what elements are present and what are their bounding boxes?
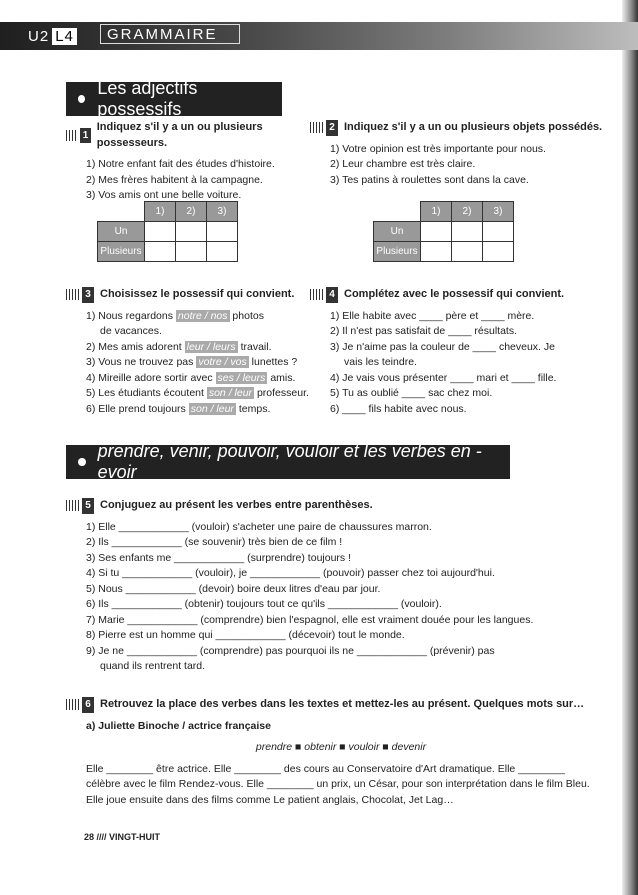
list-item: 6) Ils ____________ (obtenir) toujours tout ce qu'ils ____________ (vouloir). (86, 598, 442, 610)
exercise-1: 1 Indiquez s'il y a un ou plusieurs possesseurs. 1) Notre enfant fait des études d'histoire. 2) Mes frères habitent à la campagne. 3) Vos amis ont une belle voiture. (66, 120, 306, 204)
bars-icon (310, 122, 324, 133)
page-number: 28 //// VINGT-HUIT (84, 832, 161, 842)
choice-option[interactable]: ses / leurs (217, 371, 266, 384)
list-item: de vacances. (100, 325, 162, 337)
list-item: 2) Leur chambre est très claire. (330, 158, 476, 170)
exercise-6: 6 Retrouvez la place des verbes dans les textes et mettez-les au présent. Quelques mots sur… a) Juliette Binoche / actrice française prendre ■ obtenir ■ vouloir ■ devenir Elle ________ être actrice. Elle ________ des cours au Conservatoire d'Art dramatique. Elle ________ célèbre avec le film Rendez-vous. Elle ________ un prix, un César, pour son interprétation dans le film Bleu. Elle joue ensuite dans des films comme Le patient anglais, Chocolat, Jet Lag… (66, 697, 596, 808)
exercise-subtitle: a) Juliette Binoche / actrice française (86, 719, 271, 732)
list-item: 3) Je n'aime pas la couleur de ____ cheveux. Je (330, 340, 555, 353)
list-item: 7) Marie ____________ (comprendre) bien l'espagnol, elle est vraiment douée pour les langues. (86, 613, 534, 626)
choice-option[interactable]: son / leur (190, 402, 234, 415)
answer-grid-1: 1) 2) 3) Un Plusieurs (97, 201, 238, 262)
answer-grid-2: 1) 2) 3) Un Plusieurs (373, 201, 514, 262)
exercise-3: 3 Choisissez le possessif qui convient. 1) Nous regardons notre / nos photos de vacances. 2) Mes amis adorent leur / leurs travail. 3) Vous ne trouvez pas votre / vos lunettes ? 4) Mireille adore sortir avec ses / leurs amis. 5) Les étudiants écoutent son / leur professeur. 6) Elle prend toujours son / leur temps. (66, 287, 306, 417)
list-item: 5) Nous ____________ (devoir) boire deux litres d'eau par jour. (86, 582, 381, 595)
list-item: 6) Elle prend toujours son / leur temps. (86, 402, 271, 415)
list-item: 2) Il n'est pas satisfait de ____ résultats. (330, 325, 518, 337)
list-item: 1) Nous regardons notre / nos photos (86, 309, 264, 322)
choice-option[interactable]: votre / vos (198, 356, 247, 368)
choice-option[interactable]: notre / nos (177, 309, 228, 322)
list-item: quand ils rentrent tard. (100, 660, 206, 672)
list-item: 5) Les étudiants écoutent son / leur professeur. (86, 387, 309, 399)
text-line: Elle joue ensuite dans des films comme Le patient anglais, Chocolat, Jet Lag… (86, 793, 454, 806)
list-item: 1) Votre opinion est très importante pour nous. (330, 142, 546, 155)
bars-icon (66, 699, 80, 710)
exercise-4: 4 Complétez avec le possessif qui convient. 1) Elle habite avec ____ père et ____ mère. 2) Il n'est pas satisfait de ____ résultats. 3) Je n'aime pas la couleur de ____ cheveux. Je vais les teindre. 4) Je vais vous présenter ____ mari et ____ fille. 5) Tu as oublié ____ sac chez moi. 6) ____ fils habite avec nous. (310, 287, 610, 417)
exercise-5: 5 Conjuguez au présent les verbes entre parenthèses. 1) Elle ____________ (vouloir) s'acheter une paire de chaussures marron. 2) Ils ____________ (se souvenir) très bien de ce film ! 3) Ses enfants me ____________ (surprendre) toujours ! 4) Si tu ____________ (vouloir), je ____________ (pouvoir) passer chez toi aujourd'hui. 5) Nous ____________ (devoir) boire deux litres d'eau par jour. 6) Ils ____________ (obtenir) toujours tout ce qu'ils ____________ (vouloir). 7) Marie ____________ (comprendre) bien l'espagnol, elle est vraiment douée pour les langues. 8) Pierre est un homme qui ____________ (décevoir) tout le monde. 9) Je ne ____________ (comprendre) pas pourquoi ils ne ____________ (prévenir) pas quand ils rentrent tard. (66, 498, 586, 675)
list-item: 2) Mes amis adorent leur / leurs travail. (86, 340, 272, 353)
header-title: GRAMMAIRE (100, 24, 240, 44)
bullet-icon (78, 458, 86, 466)
choice-option[interactable]: son / leur (208, 387, 253, 399)
list-item: 3) Vous ne trouvez pas votre / vos lunettes ? (86, 356, 298, 368)
list-item: 1) Elle habite avec ____ père et ____ mère. (330, 309, 535, 322)
list-item: 2) Ils ____________ (se souvenir) très bien de ce film ! (86, 536, 343, 548)
text-line: célèbre avec le film Rendez-vous. Elle ________ un prix, un César, pour son interprétation dans le film Bleu. (86, 778, 590, 790)
bullet-icon (78, 95, 85, 103)
verb-list: prendre ■ obtenir ■ vouloir ■ devenir (255, 741, 427, 753)
list-item: 9) Je ne ____________ (comprendre) pas pourquoi ils ne ____________ (prévenir) pas (86, 644, 495, 657)
list-item: 2) Mes frères habitent à la campagne. (86, 173, 263, 186)
list-item: 1) Elle ____________ (vouloir) s'acheter une paire de chaussures marron. (86, 520, 432, 533)
list-item: vais les teindre. (344, 356, 417, 368)
bars-icon (66, 289, 80, 300)
list-item: 6) ____ fils habite avec nous. (330, 402, 467, 415)
page-edge-shadow (622, 0, 638, 895)
list-item: 3) Ses enfants me ____________ (surprendre) toujours ! (86, 551, 351, 564)
list-item: 1) Notre enfant fait des études d'histoire. (86, 158, 275, 170)
section-title-verbes: prendre, venir, pouvoir, vouloir et les verbes en -evoir (66, 445, 510, 479)
list-item: 4) Mireille adore sortir avec ses / leurs amis. (86, 371, 296, 384)
unit-lesson-code: U2 L4 (28, 28, 77, 45)
header-bar (0, 22, 638, 50)
exercise-2: 2 Indiquez s'il y a un ou plusieurs objets possédés. 1) Votre opinion est très importante pour nous. 2) Leur chambre est très claire. 3) Tes patins à roulettes sont dans la cave. (310, 120, 610, 188)
bars-icon (66, 500, 80, 511)
text-line: Elle ________ être actrice. Elle ________ des cours au Conservatoire d'Art dramatique. Elle ________ (86, 762, 565, 775)
bars-icon (66, 130, 78, 141)
list-item: 5) Tu as oublié ____ sac chez moi. (330, 387, 493, 399)
bars-icon (310, 289, 324, 300)
choice-option[interactable]: leur / leurs (186, 340, 236, 353)
list-item: 4) Si tu ____________ (vouloir), je ____________ (pouvoir) passer chez toi aujourd'hui. (86, 567, 495, 579)
list-item: 8) Pierre est un homme qui ____________ (décevoir) tout le monde. (86, 629, 405, 641)
list-item: 3) Tes patins à roulettes sont dans la cave. (330, 173, 529, 186)
list-item: 4) Je vais vous présenter ____ mari et ____ fille. (330, 371, 557, 384)
list-item: 3) Vos amis ont une belle voiture. (86, 189, 242, 201)
section-title-possessifs: Les adjectifs possessifs (66, 82, 282, 116)
